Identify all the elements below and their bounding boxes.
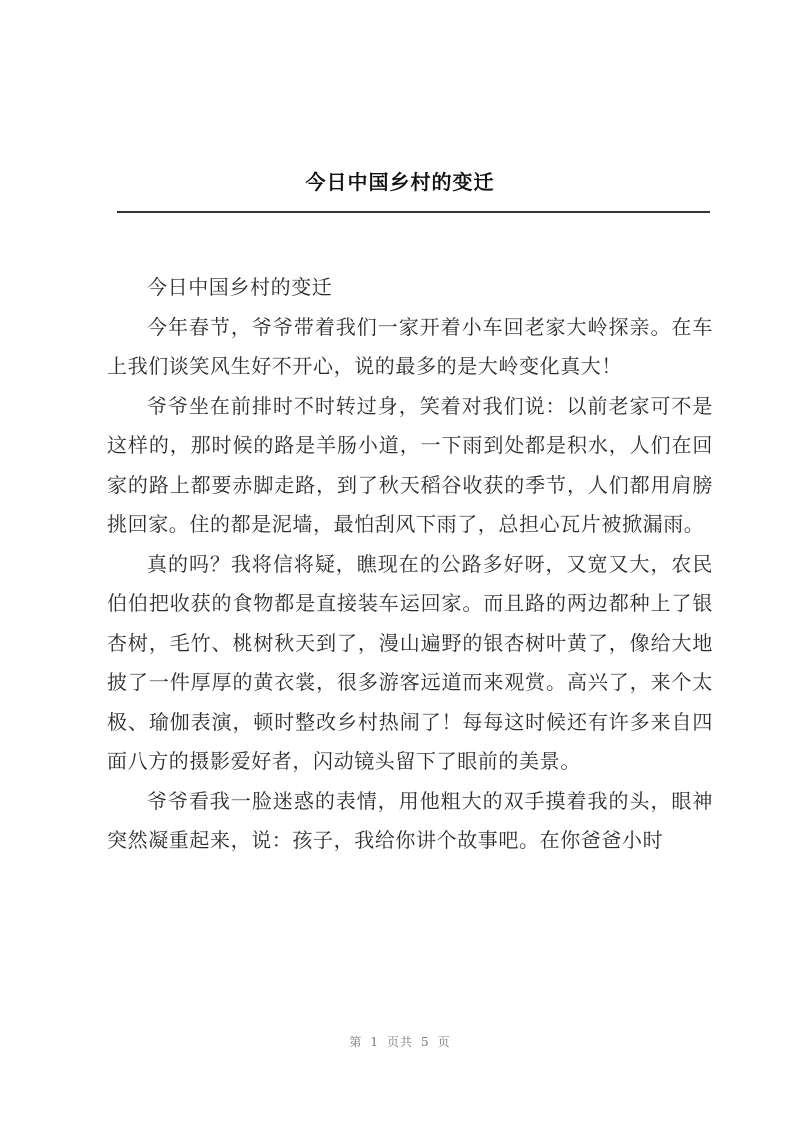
paragraph: 真的吗？我将信将疑，瞧现在的公路多好呀，又宽又大，农民伯伯把收获的食物都是直接装车运回家。而且路的两边都种上了银杏树，毛竹、桃树秋天到了，漫山遍野的银杏树叶黄了，像给大地披了一件厚厚的黄衣裳，很多游客远道而来观赏。高兴了，来个太极、瑜伽表演，顿时整改乡村热闹了！每每这时候还有许多来自四面八方的摄影爱好者，闪动镜头留下了眼前的美景。 — [107, 551, 713, 773]
footer-suffix: 页 — [437, 1035, 451, 1049]
current-page-number: 1 — [370, 1035, 379, 1049]
paragraph: 爷爷看我一脸迷惑的表情，用他粗大的双手摸着我的头，眼神突然凝重起来，说：孩子，我给你讲个故事吧。在你爸爸小时 — [107, 788, 713, 852]
paragraph-heading: 今日中国乡村的变迁 — [147, 275, 333, 299]
paragraph: 爷爷坐在前排时不时转过身，笑着对我们说：以前老家可不是这样的，那时候的路是羊肠小道，一下雨到处都是积水，人们在回家的路上都要赤脚走路，到了秋天稻谷收获的季节，人们都用肩膀挑回家。住的都是泥墙，最怕刮风下雨了，总担心瓦片被掀漏雨。 — [107, 393, 713, 536]
footer-prefix: 第 — [349, 1035, 363, 1049]
page-footer — [0, 1033, 800, 1050]
footer-middle: 页共 — [386, 1035, 413, 1049]
paragraph: 今年春节，爷爷带着我们一家开着小车回老家大岭探亲。在车上我们谈笑风生好不开心，说的最多的是大岭变化真大！ — [107, 314, 713, 378]
document-title: 今日中国乡村的变迁 — [305, 170, 495, 194]
total-pages-number: 5 — [421, 1035, 430, 1049]
document-body — [107, 268, 713, 861]
title-divider — [117, 211, 710, 213]
